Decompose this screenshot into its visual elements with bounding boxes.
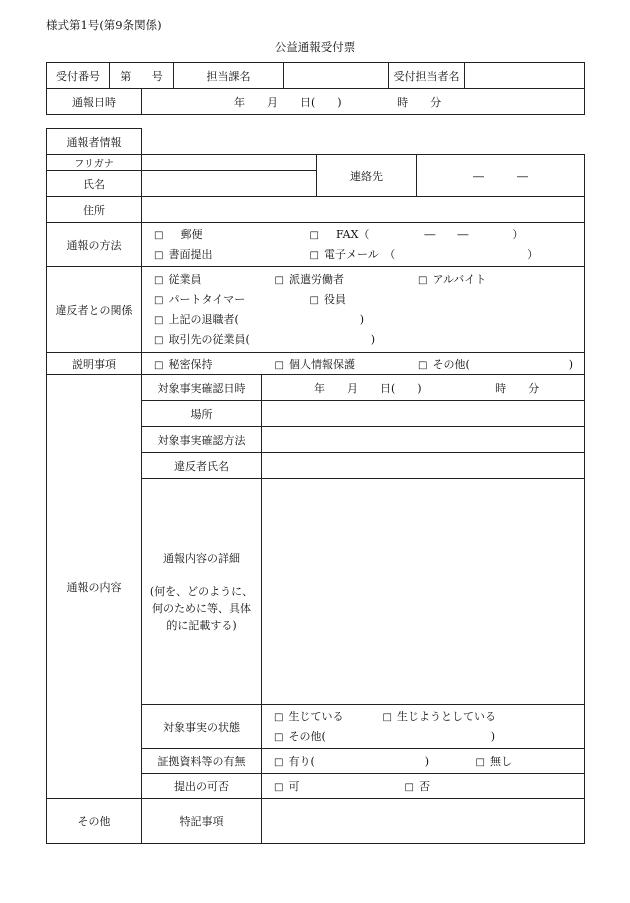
- checkbox-icon: □: [274, 711, 284, 723]
- checkbox-icon: □: [418, 359, 428, 371]
- option-submit-ok[interactable]: □ 可: [274, 780, 300, 793]
- violator-label: 違反者氏名: [142, 453, 262, 479]
- option-privacy[interactable]: □ 個人情報保護: [274, 357, 355, 371]
- notes-field[interactable]: [262, 799, 585, 844]
- confirm-method-label: 対象事実確認方法: [142, 427, 262, 453]
- detail-note-2: 何のために等、具体: [152, 601, 251, 615]
- option-officer[interactable]: □ 役員: [310, 290, 346, 311]
- receipt-no-go: 号: [142, 63, 174, 89]
- reporter-section-label: 通報者情報: [47, 129, 142, 155]
- checkbox-icon: □: [274, 782, 284, 793]
- checkbox-icon: □: [154, 359, 164, 371]
- datetime-date: 年 月 日( ): [234, 95, 342, 109]
- option-partner[interactable]: □ 取引先の従業員( ): [154, 330, 375, 351]
- submit-label: 提出の可否: [142, 774, 262, 799]
- option-confidentiality[interactable]: □ 秘密保持: [154, 357, 213, 371]
- main-table: [46, 128, 585, 844]
- dept-field[interactable]: [284, 63, 389, 89]
- relation-label: 違反者との関係: [47, 267, 142, 353]
- confirm-method-field[interactable]: [262, 427, 585, 453]
- datetime-label: 通報日時: [47, 89, 142, 115]
- checkbox-icon: □: [154, 229, 164, 241]
- checkbox-icon: □: [274, 757, 284, 768]
- checkbox-icon: □: [154, 314, 164, 326]
- evidence-label: 証拠資料等の有無: [142, 749, 262, 774]
- furigana-label: フリガナ: [47, 155, 142, 171]
- detail-label: 通報内容の詳細: [163, 551, 240, 565]
- contact-field[interactable]: ― ―: [417, 155, 585, 197]
- checkbox-icon: □: [274, 359, 284, 371]
- checkbox-icon: □: [404, 782, 414, 793]
- method-label: 通報の方法: [47, 223, 142, 267]
- confirm-date-field[interactable]: 年 月 日( ) 時 分: [262, 375, 585, 401]
- name-field[interactable]: [142, 171, 317, 197]
- option-employee[interactable]: □ 従業員: [154, 270, 271, 291]
- option-former[interactable]: □ 上記の退職者( ): [154, 310, 364, 331]
- furigana-field[interactable]: [142, 155, 317, 171]
- address-label: 住所: [47, 197, 142, 223]
- form-number: 様式第1号(第9条関係): [46, 18, 162, 32]
- detail-note-1: (何を、どのように、: [149, 584, 254, 598]
- checkbox-icon: □: [382, 711, 392, 723]
- checkbox-icon: □: [274, 731, 284, 743]
- option-evidence-yes[interactable]: □ 有り( ): [274, 755, 430, 768]
- place-field[interactable]: [262, 401, 585, 427]
- page-title: 公益通報受付票: [274, 40, 356, 54]
- option-status-occurring[interactable]: □ 生じている: [274, 707, 379, 728]
- option-part-time-job[interactable]: □ アルバイト: [418, 270, 486, 291]
- status-label: 対象事実の状態: [142, 705, 262, 749]
- option-dispatched[interactable]: □ 派遣労働者: [275, 270, 415, 291]
- dept-label: 担当課名: [174, 63, 284, 89]
- checkbox-icon: □: [475, 757, 485, 768]
- datetime-time: 時 分: [397, 95, 442, 109]
- option-status-other[interactable]: □ その他( ): [274, 727, 495, 748]
- option-fax[interactable]: □ FAX（ ― ― ）: [310, 225, 524, 246]
- checkbox-icon: □: [154, 294, 164, 306]
- checkbox-icon: □: [418, 274, 428, 286]
- option-email[interactable]: □ 電子メール （ ）: [310, 245, 539, 266]
- place-label: 場所: [142, 401, 262, 427]
- person-field[interactable]: [465, 63, 585, 89]
- option-mail[interactable]: □ 郵便: [154, 225, 306, 246]
- option-evidence-no[interactable]: □ 無し: [475, 755, 512, 768]
- detail-note-3: 的に記載する): [166, 618, 237, 632]
- detail-label-cell: [142, 479, 262, 705]
- checkbox-icon: □: [309, 294, 319, 306]
- option-part-timer[interactable]: □ パートタイマー: [154, 290, 306, 311]
- option-submit-ng[interactable]: □ 否: [404, 780, 430, 793]
- name-label: 氏名: [47, 171, 142, 197]
- receipt-no-label: 受付番号: [47, 63, 110, 89]
- option-written[interactable]: □ 書面提出: [154, 245, 306, 266]
- detail-field[interactable]: [262, 479, 585, 705]
- option-explanation-other[interactable]: □ その他( ): [418, 357, 574, 371]
- checkbox-icon: □: [309, 229, 319, 241]
- checkbox-icon: □: [154, 249, 164, 261]
- other-label: その他: [47, 799, 142, 844]
- address-field[interactable]: [142, 197, 585, 223]
- person-label: 受付担当者名: [389, 63, 465, 89]
- violator-field[interactable]: [262, 453, 585, 479]
- checkbox-icon: □: [274, 274, 284, 286]
- receipt-no-dai: 第: [110, 63, 142, 89]
- confirm-date-label: 対象事実確認日時: [142, 375, 262, 401]
- content-label: 通報の内容: [47, 375, 142, 799]
- notes-label: 特記事項: [142, 799, 262, 844]
- explanation-label: 説明事項: [47, 353, 142, 375]
- checkbox-icon: □: [154, 334, 164, 346]
- header-table: [46, 62, 585, 115]
- contact-label: 連絡先: [317, 155, 417, 197]
- datetime-field[interactable]: [142, 89, 585, 115]
- checkbox-icon: □: [309, 249, 319, 261]
- checkbox-icon: □: [154, 274, 164, 286]
- option-status-about[interactable]: □ 生じようとしている: [383, 707, 496, 728]
